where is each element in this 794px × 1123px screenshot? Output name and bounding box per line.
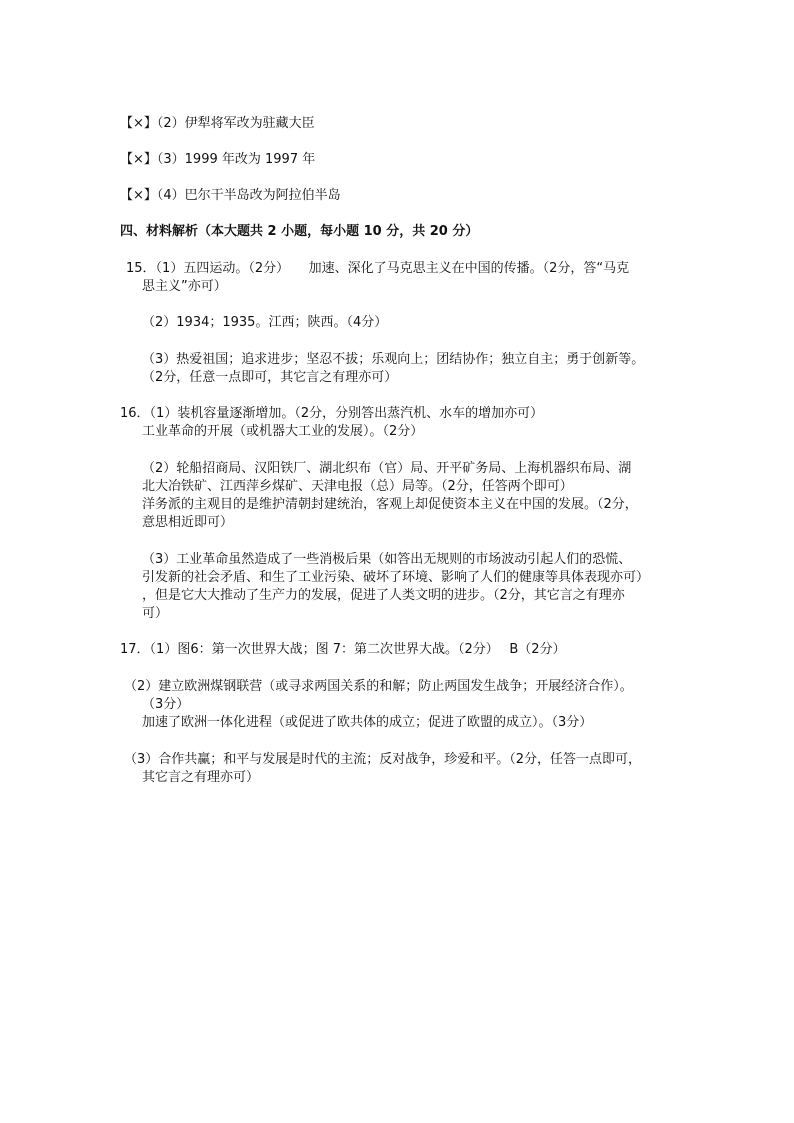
q15-line: 15．（1）五四运动。（2分） 加速、深化了马克思主义在中国的传播。（2分，答“马克: [126, 261, 630, 276]
q16-line: 洋务派的主观目的是维护清朝封建统治，客观上却促使资本主义在中国的发展。（2分，: [142, 497, 638, 512]
q16-line: 工业革命的开展（或机器大工业的发展）。（2分）: [142, 424, 424, 439]
q16-line: （2）轮船招商局、汉阳铁厂、湖北织布（官）局、开平矿务局、上海机器织布局、湖: [142, 461, 632, 476]
q16-line: 引发新的社会矛盾、和生了工业污染、破坏了环境、影响了人们的健康等具体表现亦可）: [142, 570, 650, 585]
q17-line: （3分）: [142, 697, 190, 712]
correction-line: 【×】（2）伊犁将军改为驻藏大臣: [120, 116, 315, 131]
q15-line: （2分，任意一点即可，其它言之有理亦可）: [142, 370, 398, 385]
q17-line: 加速了欧洲一体化进程（或促进了欧共体的成立；促进了欧盟的成立）。（3分）: [142, 715, 593, 730]
q15-line: 思主义”亦可）: [142, 279, 227, 294]
q15-line: （3）热爱祖国；追求进步；坚忍不拔；乐观向上；团结协作；独立自主；勇于创新等。: [142, 352, 645, 367]
q17-line: （2）建立欧洲煤钢联营（或寻求两国关系的和解；防止两国发生战争；开展经济合作）。: [124, 679, 633, 694]
q15-line: （2）1934；1935。江西；陕西。（4分）: [142, 315, 388, 330]
q16-line: 可）: [142, 606, 169, 621]
correction-line: 【×】（3）1999 年改为 1997 年: [120, 152, 316, 167]
q17-line: 17．（1）图6：第一次世界大战；图 7：第二次世界大战。（2分） B（2分）: [120, 642, 566, 657]
q16-line: 16．（1）装机容量逐渐增加。（2分，分别答出蒸汽机、水车的增加亦可）: [120, 406, 544, 421]
correction-line: 【×】（4）巴尔干半岛改为阿拉伯半岛: [120, 188, 341, 203]
q16-line: ，但是它大大推动了生产力的发展，促进了人类文明的进步。（2分，其它言之有理亦: [142, 588, 625, 603]
q17-line: 其它言之有理亦可）: [142, 770, 260, 785]
q17-line: （3）合作共赢；和平与发展是时代的主流；反对战争，珍爱和平。（2分，任答一点即可，: [124, 752, 642, 767]
section-title: 四、材料解析（本大题共 2 小题，每小题 10 分，共 20 分）: [120, 224, 479, 239]
q16-line: 北大冶铁矿、江西萍乡煤矿、天津电报（总）局等。（2分，任答两个即可）: [142, 479, 573, 494]
q16-line: 意思相近即可）: [142, 515, 234, 530]
q16-line: （3）工业革命虽然造成了一些消极后果（如答出无规则的市场波动引起人们的恐慌、: [142, 552, 632, 567]
